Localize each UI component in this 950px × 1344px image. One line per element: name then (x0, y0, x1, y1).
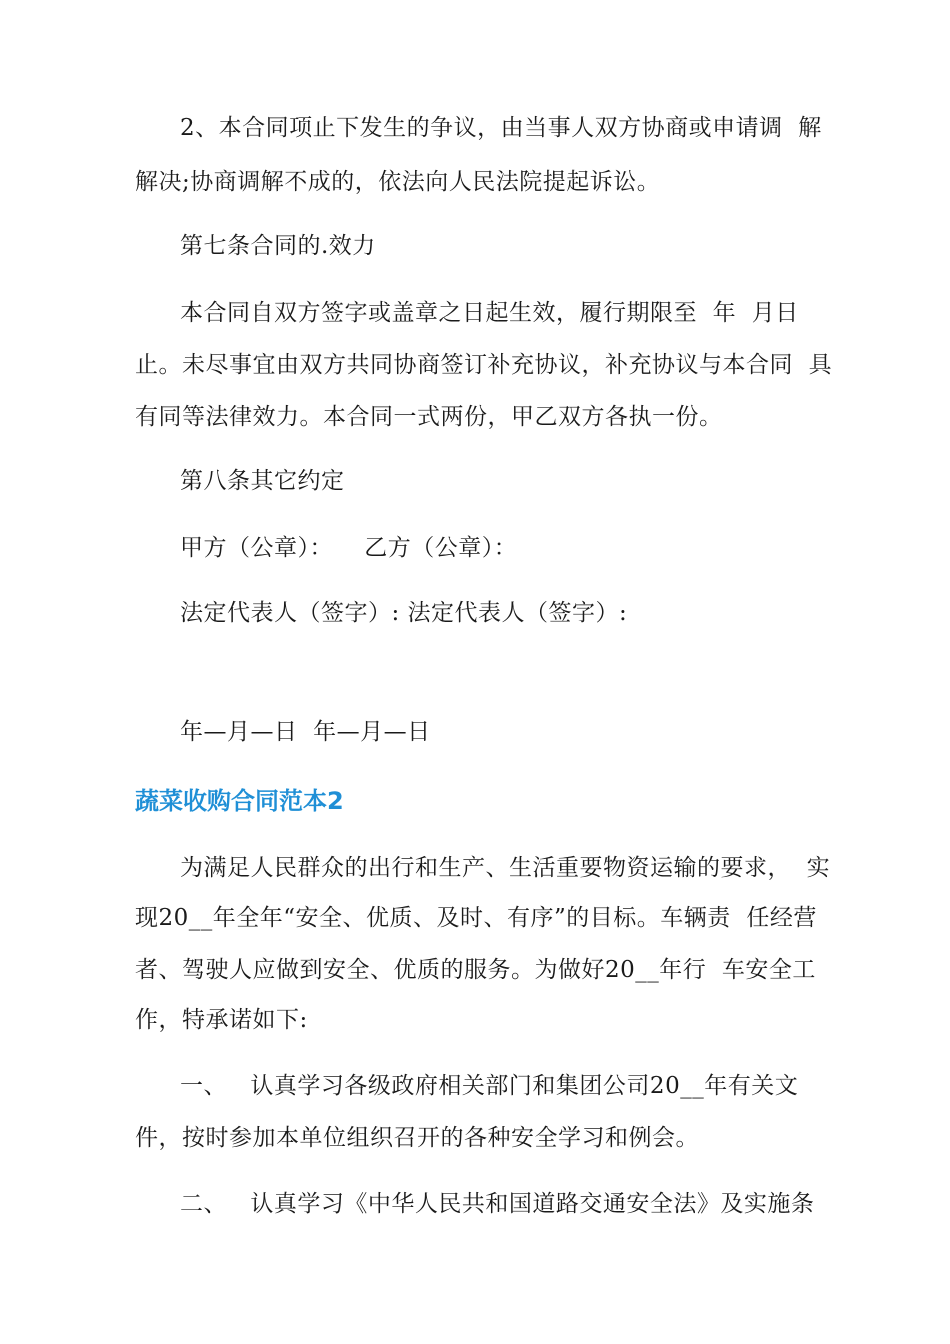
list-item-line: 一、 认真学习各级政府相关部门和集团公司20__年有关文 (180, 1073, 799, 1099)
paragraph-line: 2、本合同项止下发生的争议，由当事人双方协商或申请调 解 (180, 115, 822, 141)
paragraph-line: 止。未尽事宜由双方共同协商签订补充协议，补充协议与本合同 具 (135, 352, 833, 378)
paragraph-line: 为满足人民群众的出行和生产、生活重要物资运输的要求， 实 (180, 855, 831, 881)
paragraph-line: 现20__年全年“安全、优质、及时、有序”的目标。车辆责 任经营 (135, 905, 817, 931)
paragraph-line: 有同等法律效力。本合同一式两份，甲乙双方各执一份。 (135, 404, 723, 430)
paragraph-line: 解决;协商调解不成的，依法向人民法院提起诉讼。 (135, 169, 661, 195)
list-item-line: 件，按时参加本单位组织召开的各种安全学习和例会。 (135, 1125, 699, 1151)
section-heading: 蔬菜收购合同范本2 (135, 787, 344, 815)
paragraph-line: 本合同自双方签字或盖章之日起生效，履行期限至 年 月日 (180, 300, 799, 326)
article-8-title: 第八条其它约定 (180, 468, 345, 494)
seal-line: 甲方（公章）： 乙方（公章）： (180, 535, 518, 561)
article-7-title: 第七条合同的.效力 (180, 233, 376, 259)
date-line: 年—月—日 年—月—日 (180, 719, 431, 745)
list-item-line: 二、 认真学习《中华人民共和国道路交通安全法》及实施条 (180, 1191, 815, 1217)
paragraph-line: 者、驾驶人应做到安全、优质的服务。为做好20__年行 车安全工 (135, 957, 816, 983)
paragraph-line: 作，特承诺如下: (135, 1007, 308, 1033)
representative-signature-line: 法定代表人（签字）: 法定代表人（签字）: (180, 600, 628, 626)
